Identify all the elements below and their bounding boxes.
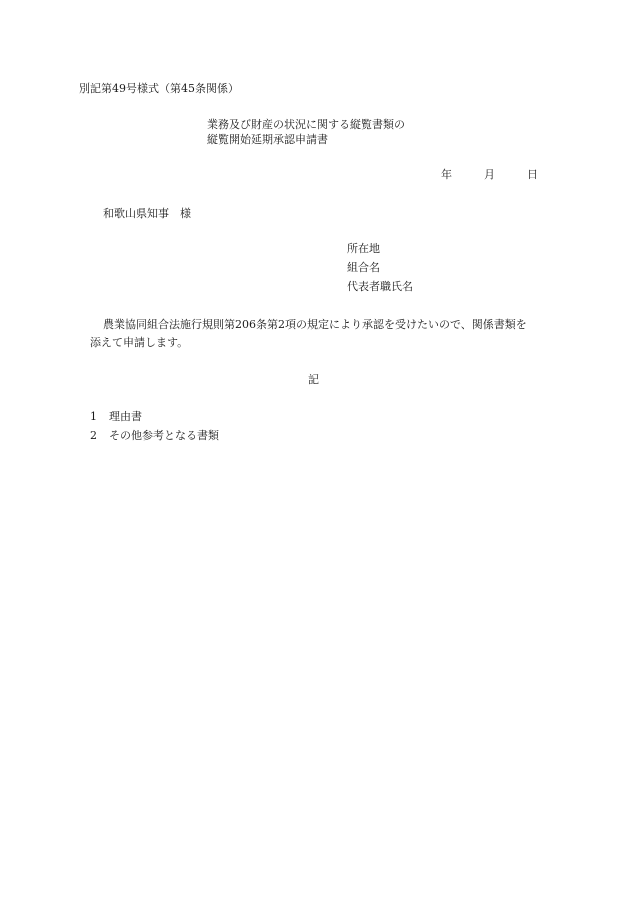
date-year: 年 [441,168,452,181]
date-month: 月 [484,168,495,181]
ki-heading: 記 [308,373,319,386]
location-label: 所在地 [347,242,380,255]
attachment-item [90,430,219,441]
document-title-line1: 業務及び財産の状況に関する縦覧書類の [207,118,405,131]
attachment-text: その他参考となる書類 [109,429,219,442]
form-number: 別記第49号様式（第45条関係） [79,82,239,95]
body-line1: 農業協同組合法施行規則第206条第2項の規定により承認を受けたいので、関係書類を [103,318,527,331]
date-line [441,169,538,180]
representative-label: 代表者職氏名 [347,280,413,293]
attachment-number: 2 [90,429,97,442]
addressee: 和歌山県知事 様 [103,207,191,220]
document-title-line2: 縦覧開始延期承認申請書 [207,133,328,146]
body-line2: 添えて申請します。 [90,336,189,349]
attachment-text: 理由書 [109,410,142,423]
union-name-label: 組合名 [347,261,380,274]
attachment-item [90,411,142,422]
attachment-number: 1 [90,410,97,423]
date-day: 日 [527,168,538,181]
